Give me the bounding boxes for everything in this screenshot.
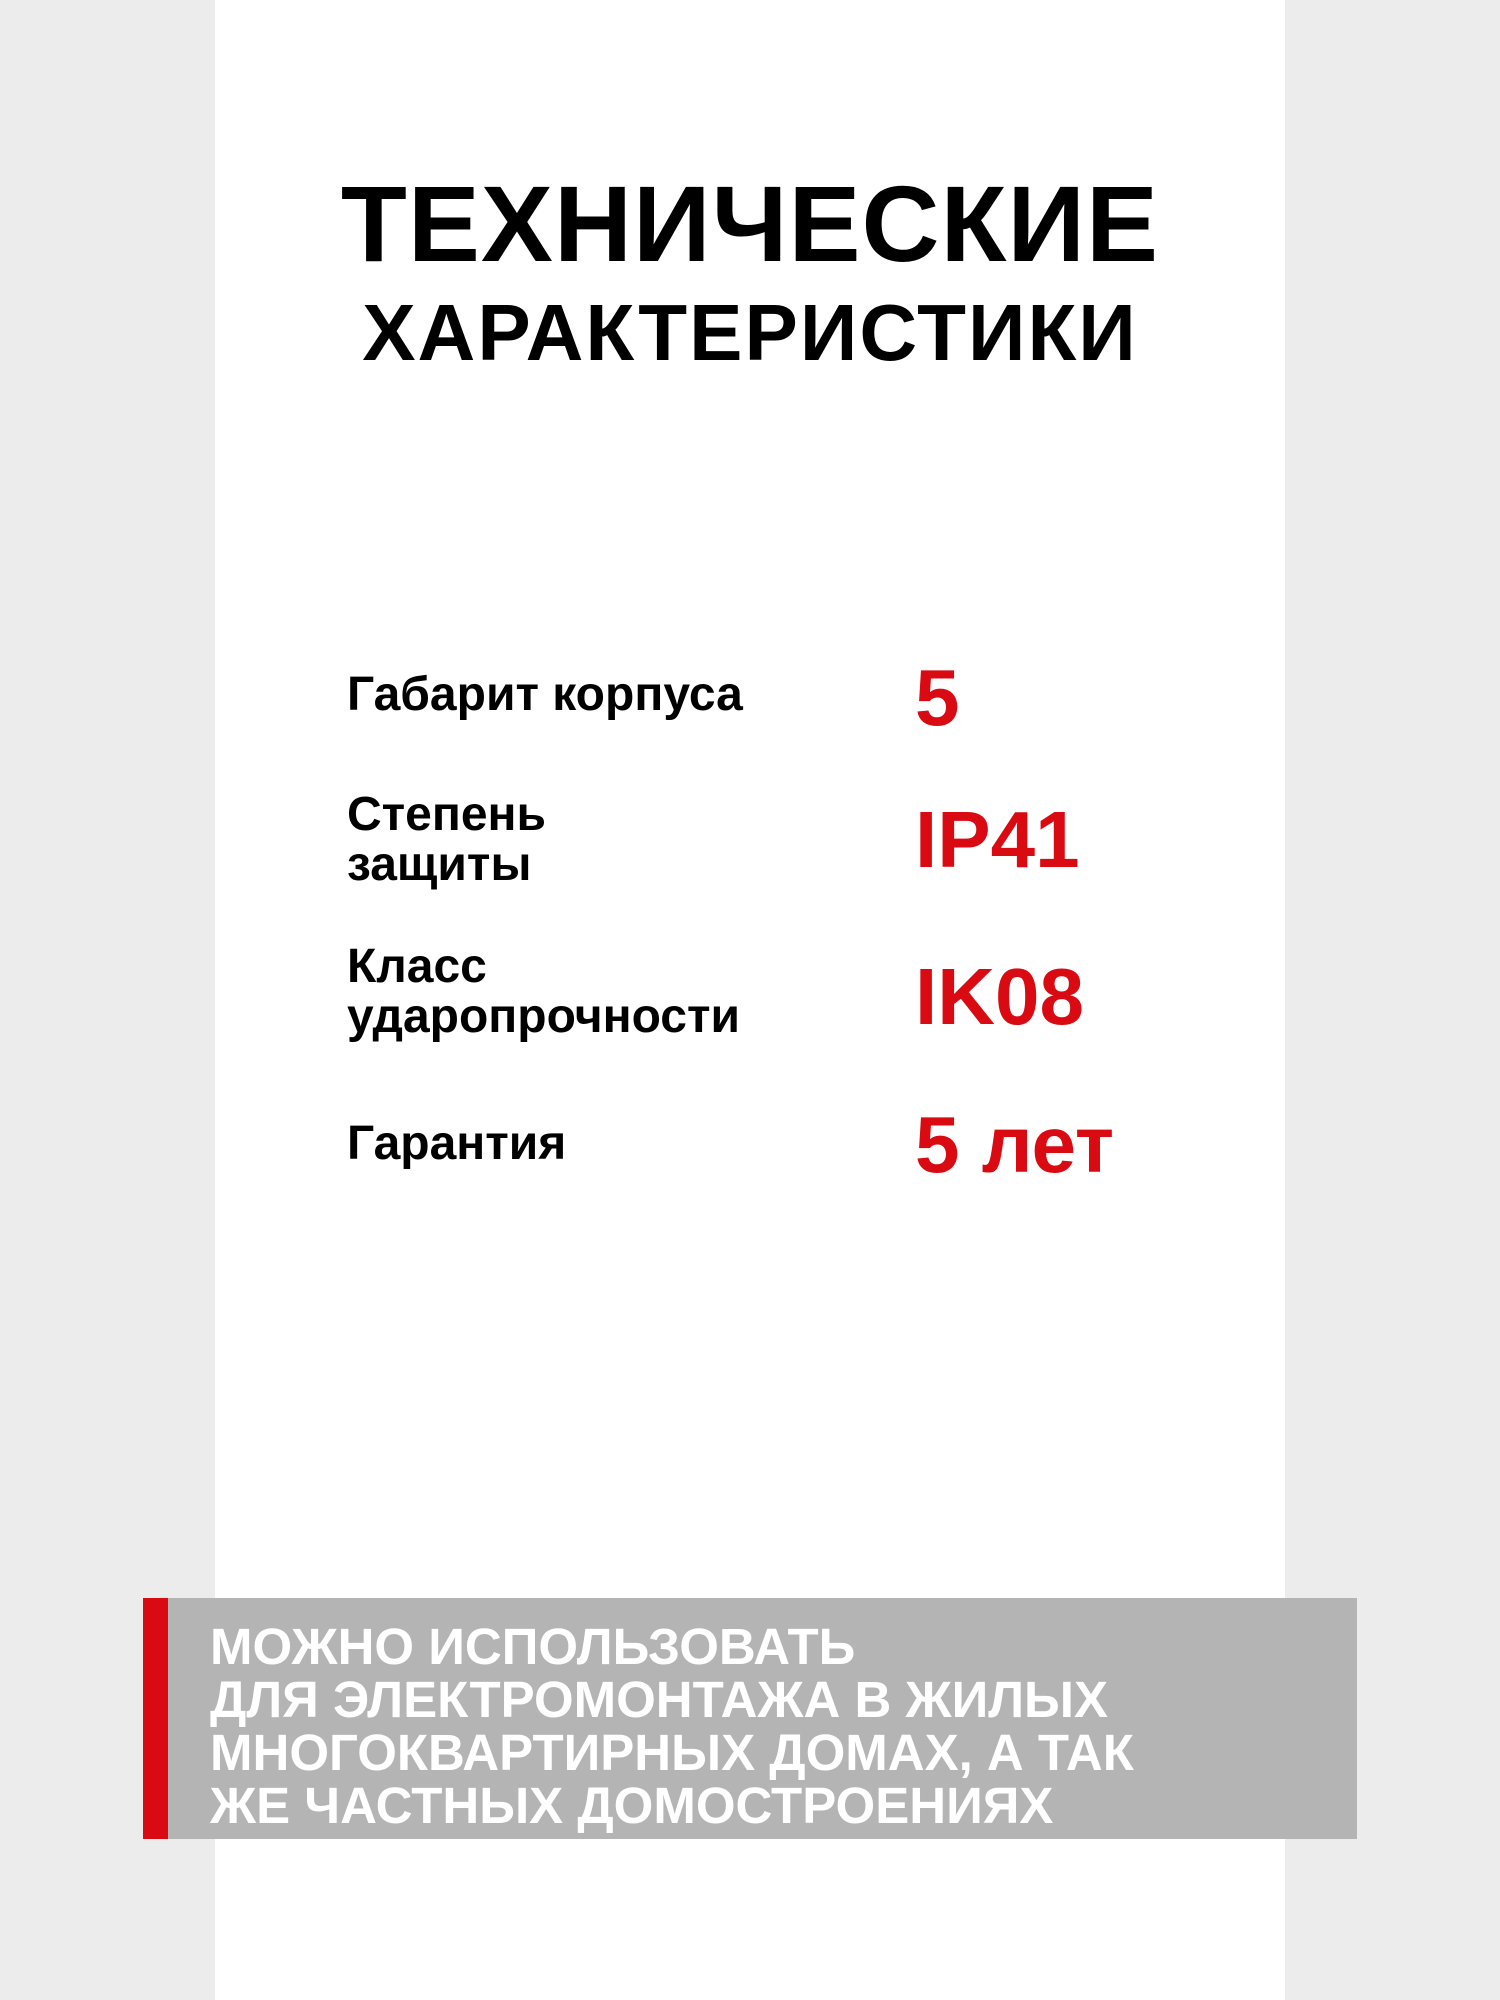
- usage-callout: [143, 1598, 1357, 1839]
- page-title: [215, 163, 1285, 377]
- callout-accent-bar: [143, 1598, 168, 1839]
- spec-label-housing-size: Габарит корпуса: [347, 668, 743, 721]
- spec-label-warranty: Гарантия: [347, 1117, 567, 1170]
- page-title-line-2: ХАРАКТЕРИСТИКИ: [362, 288, 1138, 377]
- page-title-line-1: ТЕХНИЧЕСКИЕ: [340, 163, 1160, 284]
- spec-row-protection-degree: [347, 790, 1207, 900]
- callout-text: МОЖНО ИСПОЛЬЗОВАТЬ ДЛЯ ЭЛЕКТРОМОНТАЖА В ЖИЛЫХ МНОГОКВАРТИРНЫХ ДОМАХ, А ТАК ЖЕ ЧАСТНЫХ ДОМОСТРОЕНИЯХ: [210, 1618, 1134, 1834]
- spec-value-protection-degree: IP41: [915, 795, 1080, 884]
- spec-value-housing-size: 5: [915, 653, 960, 742]
- spec-row-impact-class: [347, 942, 1207, 1052]
- spec-label-impact-class: Класс ударопрочности: [347, 940, 740, 1043]
- spec-row-warranty: [347, 1100, 1207, 1210]
- spec-row-housing-size: [347, 648, 1207, 758]
- spec-value-impact-class: IK08: [915, 952, 1084, 1041]
- spec-value-warranty: 5 лет: [915, 1100, 1115, 1189]
- spec-label-protection-degree: Степень защиты: [347, 788, 547, 891]
